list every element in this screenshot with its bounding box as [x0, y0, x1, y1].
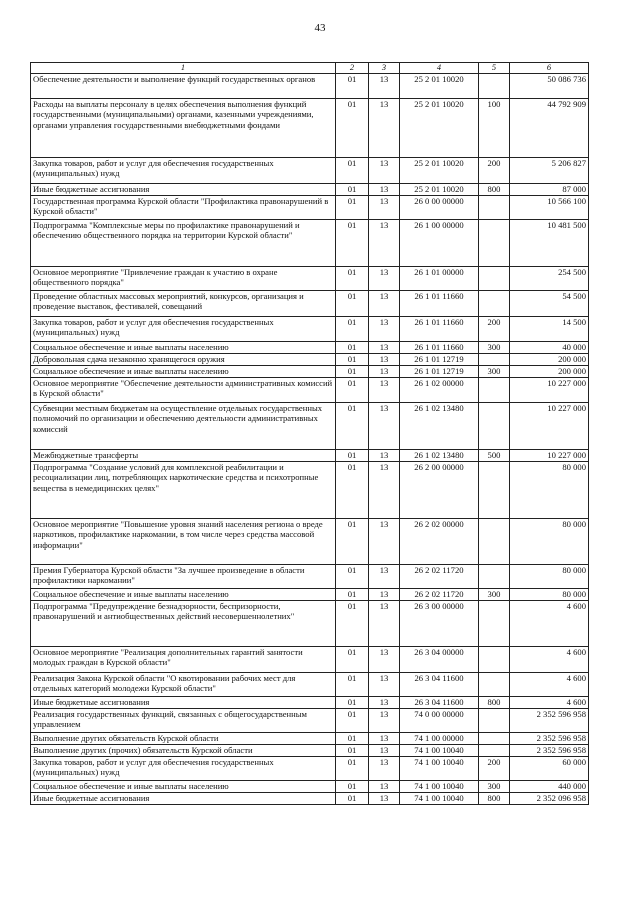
cell-subsection: 13 — [369, 317, 400, 342]
cell-section: 01 — [336, 74, 369, 99]
header-cell: 6 — [510, 63, 589, 74]
table-row — [31, 291, 589, 317]
cell-name: Основное мероприятие "Повышение уровня знаний населения региона о вреде наркотиков, профилактике наркомании, в том числе через средства массовой информации" — [31, 519, 336, 565]
cell-expense-type — [479, 709, 510, 733]
cell-subsection: 13 — [369, 781, 400, 793]
cell-amount: 40 000 — [510, 342, 589, 354]
cell-subsection: 13 — [369, 196, 400, 220]
cell-target-article: 26 3 04 11600 — [400, 673, 479, 697]
cell-expense-type: 800 — [479, 184, 510, 196]
cell-subsection: 13 — [369, 220, 400, 267]
cell-section: 01 — [336, 647, 369, 673]
header-cell: 2 — [336, 63, 369, 74]
table-body — [31, 63, 589, 805]
cell-target-article: 25 2 01 10020 — [400, 184, 479, 196]
cell-name: Основное мероприятие "Привлечение граждан к участию в охране общественного порядка" — [31, 267, 336, 291]
cell-section: 01 — [336, 589, 369, 601]
cell-section: 01 — [336, 196, 369, 220]
cell-name: Иные бюджетные ассигнования — [31, 697, 336, 709]
cell-section: 01 — [336, 781, 369, 793]
cell-expense-type: 800 — [479, 697, 510, 709]
cell-expense-type: 300 — [479, 589, 510, 601]
cell-section: 01 — [336, 450, 369, 462]
cell-target-article: 26 3 04 11600 — [400, 697, 479, 709]
cell-section: 01 — [336, 697, 369, 709]
cell-name: Расходы на выплаты персоналу в целях обеспечения выполнения функций государственными (муниципальными) органами, казенными учреждениями, органами управления государственными внебюджетными фондами — [31, 99, 336, 158]
cell-amount: 54 500 — [510, 291, 589, 317]
cell-section: 01 — [336, 291, 369, 317]
cell-expense-type: 500 — [479, 450, 510, 462]
cell-amount: 10 227 000 — [510, 450, 589, 462]
cell-target-article: 26 1 01 12719 — [400, 354, 479, 366]
cell-amount: 80 000 — [510, 519, 589, 565]
table-row — [31, 519, 589, 565]
cell-name: Подпрограмма "Комплексные меры по профилактике правонарушений и обеспечению общественного порядка на территории Курской области" — [31, 220, 336, 267]
table-row — [31, 378, 589, 403]
cell-subsection: 13 — [369, 733, 400, 745]
cell-expense-type — [479, 601, 510, 647]
cell-section: 01 — [336, 709, 369, 733]
cell-section: 01 — [336, 342, 369, 354]
cell-subsection: 13 — [369, 342, 400, 354]
cell-name: Подпрограмма "Создание условий для комплексной реабилитации и ресоциализации лиц, потребляющих наркотические средства и психотропные вещества в немедицинских целях" — [31, 462, 336, 519]
table-row — [31, 267, 589, 291]
cell-expense-type — [479, 462, 510, 519]
cell-subsection: 13 — [369, 291, 400, 317]
table-row — [31, 403, 589, 450]
cell-expense-type: 200 — [479, 757, 510, 781]
cell-expense-type — [479, 291, 510, 317]
cell-expense-type: 800 — [479, 793, 510, 805]
cell-expense-type — [479, 565, 510, 589]
cell-name: Социальное обеспечение и иные выплаты населению — [31, 589, 336, 601]
cell-name: Проведение областных массовых мероприятий, конкурсов, организация и проведение выставок, фестивалей, совещаний — [31, 291, 336, 317]
cell-amount: 2 352 596 958 — [510, 733, 589, 745]
cell-target-article: 74 1 00 10040 — [400, 781, 479, 793]
cell-subsection: 13 — [369, 366, 400, 378]
cell-amount: 2 352 596 958 — [510, 745, 589, 757]
table-row — [31, 74, 589, 99]
cell-target-article: 25 2 01 10020 — [400, 99, 479, 158]
cell-amount: 440 000 — [510, 781, 589, 793]
table-row — [31, 462, 589, 519]
table-row — [31, 196, 589, 220]
table-row — [31, 733, 589, 745]
cell-target-article: 74 1 00 10040 — [400, 793, 479, 805]
cell-target-article: 74 0 00 00000 — [400, 709, 479, 733]
cell-section: 01 — [336, 462, 369, 519]
cell-section: 01 — [336, 673, 369, 697]
cell-section: 01 — [336, 793, 369, 805]
cell-amount: 4 600 — [510, 697, 589, 709]
cell-subsection: 13 — [369, 709, 400, 733]
table-row — [31, 601, 589, 647]
cell-subsection: 13 — [369, 589, 400, 601]
cell-name: Выполнение других обязательств Курской области — [31, 733, 336, 745]
cell-expense-type — [479, 354, 510, 366]
cell-section: 01 — [336, 317, 369, 342]
cell-expense-type — [479, 74, 510, 99]
table-row — [31, 745, 589, 757]
cell-expense-type — [479, 267, 510, 291]
cell-subsection: 13 — [369, 184, 400, 196]
table-header-row — [31, 63, 589, 74]
cell-target-article: 26 3 00 00000 — [400, 601, 479, 647]
cell-subsection: 13 — [369, 267, 400, 291]
cell-name: Обеспечение деятельности и выполнение функций государственных органов — [31, 74, 336, 99]
cell-expense-type: 200 — [479, 158, 510, 184]
cell-expense-type — [479, 745, 510, 757]
budget-table — [30, 62, 589, 805]
table-row — [31, 793, 589, 805]
cell-expense-type: 300 — [479, 781, 510, 793]
cell-section: 01 — [336, 519, 369, 565]
cell-name: Закупка товаров, работ и услуг для обеспечения государственных (муниципальных) нужд — [31, 158, 336, 184]
table-row — [31, 781, 589, 793]
cell-section: 01 — [336, 565, 369, 589]
cell-name: Основное мероприятие "Реализация дополнительных гарантий занятости молодых граждан в Курской области" — [31, 647, 336, 673]
cell-target-article: 26 1 01 12719 — [400, 366, 479, 378]
cell-section: 01 — [336, 745, 369, 757]
cell-subsection: 13 — [369, 99, 400, 158]
cell-name: Основное мероприятие "Обеспечение деятельности административных комиссий в Курской области" — [31, 378, 336, 403]
cell-target-article: 26 0 00 00000 — [400, 196, 479, 220]
cell-subsection: 13 — [369, 601, 400, 647]
cell-target-article: 26 2 02 11720 — [400, 589, 479, 601]
cell-section: 01 — [336, 267, 369, 291]
table-row — [31, 354, 589, 366]
cell-target-article: 74 1 00 10040 — [400, 745, 479, 757]
cell-amount: 44 792 909 — [510, 99, 589, 158]
table-row — [31, 99, 589, 158]
cell-target-article: 74 1 00 00000 — [400, 733, 479, 745]
cell-expense-type — [479, 196, 510, 220]
cell-amount: 50 086 736 — [510, 74, 589, 99]
cell-amount: 10 481 500 — [510, 220, 589, 267]
cell-target-article: 26 1 00 00000 — [400, 220, 479, 267]
cell-subsection: 13 — [369, 354, 400, 366]
cell-section: 01 — [336, 757, 369, 781]
cell-expense-type — [479, 733, 510, 745]
cell-amount: 5 206 827 — [510, 158, 589, 184]
table-row — [31, 673, 589, 697]
cell-name: Субвенции местным бюджетам на осуществление отдельных государственных полномочий по организации и обеспечению деятельности административных комиссий — [31, 403, 336, 450]
cell-section: 01 — [336, 158, 369, 184]
header-cell: 4 — [400, 63, 479, 74]
cell-subsection: 13 — [369, 462, 400, 519]
header-cell: 1 — [31, 63, 336, 74]
cell-amount: 4 600 — [510, 647, 589, 673]
cell-name: Закупка товаров, работ и услуг для обеспечения государственных (муниципальных) нужд — [31, 757, 336, 781]
cell-amount: 10 227 000 — [510, 403, 589, 450]
cell-target-article: 26 3 04 00000 — [400, 647, 479, 673]
cell-target-article: 25 2 01 10020 — [400, 74, 479, 99]
cell-target-article: 25 2 01 10020 — [400, 158, 479, 184]
cell-name: Подпрограмма "Предупреждение безнадзорности, беспризорности, правонарушений и антиобщественных действий несовершеннолетних" — [31, 601, 336, 647]
cell-section: 01 — [336, 184, 369, 196]
cell-section: 01 — [336, 378, 369, 403]
cell-name: Социальное обеспечение и иные выплаты населению — [31, 342, 336, 354]
cell-subsection: 13 — [369, 74, 400, 99]
cell-expense-type: 200 — [479, 317, 510, 342]
cell-target-article: 26 1 01 11660 — [400, 317, 479, 342]
cell-subsection: 13 — [369, 757, 400, 781]
cell-name: Выполнение других (прочих) обязательств Курской области — [31, 745, 336, 757]
header-cell: 5 — [479, 63, 510, 74]
cell-name: Добровольная сдача незаконно хранящегося оружия — [31, 354, 336, 366]
cell-amount: 60 000 — [510, 757, 589, 781]
cell-target-article: 26 1 02 13480 — [400, 450, 479, 462]
cell-section: 01 — [336, 220, 369, 267]
cell-subsection: 13 — [369, 697, 400, 709]
cell-target-article: 26 1 01 11660 — [400, 291, 479, 317]
cell-name: Межбюджетные трансферты — [31, 450, 336, 462]
cell-target-article: 26 1 02 00000 — [400, 378, 479, 403]
cell-subsection: 13 — [369, 403, 400, 450]
table-row — [31, 697, 589, 709]
cell-amount: 87 000 — [510, 184, 589, 196]
cell-amount: 254 500 — [510, 267, 589, 291]
cell-amount: 80 000 — [510, 589, 589, 601]
table-row — [31, 158, 589, 184]
table-row — [31, 450, 589, 462]
cell-target-article: 26 1 01 11660 — [400, 342, 479, 354]
cell-expense-type: 100 — [479, 99, 510, 158]
cell-target-article: 26 2 00 00000 — [400, 462, 479, 519]
cell-section: 01 — [336, 354, 369, 366]
cell-amount: 10 227 000 — [510, 378, 589, 403]
cell-expense-type: 300 — [479, 366, 510, 378]
cell-subsection: 13 — [369, 647, 400, 673]
cell-name: Государственная программа Курской области "Профилактика правонарушений в Курской области" — [31, 196, 336, 220]
cell-expense-type — [479, 403, 510, 450]
table-row — [31, 184, 589, 196]
table-row — [31, 342, 589, 354]
cell-expense-type — [479, 673, 510, 697]
cell-name: Социальное обеспечение и иные выплаты населению — [31, 781, 336, 793]
cell-subsection: 13 — [369, 378, 400, 403]
cell-expense-type: 300 — [479, 342, 510, 354]
cell-subsection: 13 — [369, 793, 400, 805]
cell-amount: 200 000 — [510, 366, 589, 378]
header-cell: 3 — [369, 63, 400, 74]
cell-expense-type — [479, 220, 510, 267]
cell-amount: 2 352 596 958 — [510, 709, 589, 733]
cell-subsection: 13 — [369, 673, 400, 697]
cell-target-article: 26 1 01 00000 — [400, 267, 479, 291]
cell-section: 01 — [336, 601, 369, 647]
table-row — [31, 366, 589, 378]
table-row — [31, 709, 589, 733]
cell-section: 01 — [336, 366, 369, 378]
cell-name: Реализация государственных функций, связанных с общегосударственным управлением — [31, 709, 336, 733]
cell-name: Премия Губернатора Курской области "За лучшее произведение в области профилактики наркомании" — [31, 565, 336, 589]
cell-name: Иные бюджетные ассигнования — [31, 184, 336, 196]
table-row — [31, 589, 589, 601]
cell-expense-type — [479, 378, 510, 403]
cell-subsection: 13 — [369, 450, 400, 462]
cell-target-article: 26 2 02 11720 — [400, 565, 479, 589]
cell-expense-type — [479, 519, 510, 565]
cell-name: Закупка товаров, работ и услуг для обеспечения государственных (муниципальных) нужд — [31, 317, 336, 342]
cell-target-article: 26 2 02 00000 — [400, 519, 479, 565]
cell-subsection: 13 — [369, 565, 400, 589]
cell-amount: 80 000 — [510, 462, 589, 519]
table-row — [31, 317, 589, 342]
page-number: 43 — [314, 22, 326, 34]
cell-amount: 200 000 — [510, 354, 589, 366]
cell-section: 01 — [336, 403, 369, 450]
table-row — [31, 565, 589, 589]
table-row — [31, 220, 589, 267]
cell-name: Реализация Закона Курской области "О квотировании рабочих мест для отдельных категорий молодежи Курской области" — [31, 673, 336, 697]
table-row — [31, 757, 589, 781]
cell-subsection: 13 — [369, 158, 400, 184]
cell-name: Социальное обеспечение и иные выплаты населению — [31, 366, 336, 378]
cell-amount: 2 352 096 958 — [510, 793, 589, 805]
cell-amount: 10 566 100 — [510, 196, 589, 220]
cell-expense-type — [479, 647, 510, 673]
cell-amount: 4 600 — [510, 601, 589, 647]
cell-target-article: 26 1 02 13480 — [400, 403, 479, 450]
cell-subsection: 13 — [369, 519, 400, 565]
cell-amount: 14 500 — [510, 317, 589, 342]
cell-section: 01 — [336, 733, 369, 745]
cell-section: 01 — [336, 99, 369, 158]
cell-amount: 4 600 — [510, 673, 589, 697]
cell-name: Иные бюджетные ассигнования — [31, 793, 336, 805]
cell-subsection: 13 — [369, 745, 400, 757]
cell-target-article: 74 1 00 10040 — [400, 757, 479, 781]
table-row — [31, 647, 589, 673]
cell-amount: 80 000 — [510, 565, 589, 589]
